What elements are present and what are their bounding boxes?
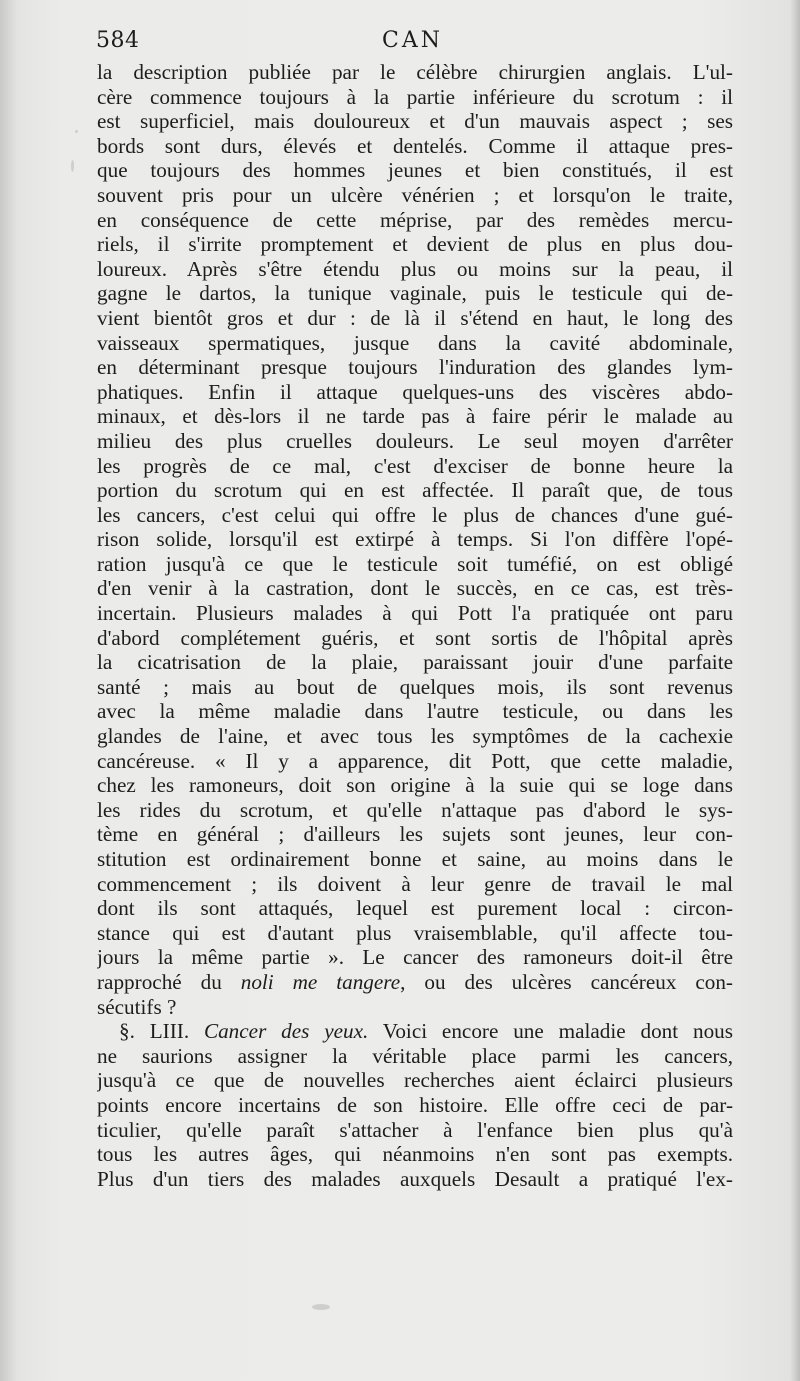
text-segment: rapproché du: [97, 969, 241, 994]
text-line: commencement ; ils doivent à leur genre de travail le mal: [97, 871, 733, 896]
text-line: glandes de l'aine, et avec tous les symptômes de la cachexie: [97, 724, 733, 749]
section-title: Cancer des yeux.: [203, 1019, 369, 1044]
text-line: en déterminant presque toujours l'induration des glandes lym-: [97, 355, 733, 380]
text-line: riels, il s'irrite promptement et devient de plus en plus dou-: [97, 232, 733, 257]
text-line: les progrès de ce mal, c'est d'exciser de bonne heure la: [97, 453, 733, 478]
text-line: stitution est ordinairement bonne et saine, au moins dans le: [97, 847, 733, 871]
text-line: Plus d'un tiers des malades auxquels Desault a pratiqué l'ex-: [97, 1166, 733, 1191]
text-line: la description publiée par le célèbre chirurgien anglais. L'ul-: [97, 60, 733, 84]
text-line: portion du scrotum qui en est affectée. Il paraît que, de tous: [97, 478, 733, 503]
text-line: avec la même maladie dans l'autre testicule, ou dans les: [97, 699, 733, 724]
text-line: cère commence toujours à la partie inférieure du scrotum : il: [97, 84, 733, 109]
text-line: les cancers, c'est celui qui offre le plus de chances d'une gué-: [97, 502, 733, 527]
text-line: phatiques. Enfin il attaque quelques-uns des viscères abdo-: [97, 379, 733, 404]
text-segment: , ou des ulcères cancéreux con-: [400, 969, 733, 994]
text-line: incertain. Plusieurs malades à qui Pott l'a pratiquée ont paru: [97, 601, 733, 626]
running-head: CAN: [382, 28, 443, 53]
latin-phrase: noli me tangere: [240, 969, 401, 994]
text-line: d'abord complétement guéris, et sont sortis de l'hôpital après: [97, 625, 733, 650]
text-line: sécutifs ?: [97, 994, 177, 1019]
text-line: tous les autres âges, qui néanmoins n'en sont pas exempts.: [97, 1142, 733, 1167]
text-line: gagne le dartos, la tunique vaginale, puis le testicule qui de-: [97, 281, 733, 306]
paper-speck: [312, 1304, 330, 1310]
page-number: 584: [96, 28, 140, 53]
page-header: [96, 28, 736, 62]
text-line: minaux, et dès-lors il ne tarde pas à faire périr le malade au: [97, 404, 733, 429]
text-line: tème en général ; d'ailleurs les sujets sont jeunes, leur con-: [97, 822, 733, 847]
text-line: ration jusqu'à ce que le testicule soit tuméfié, on est obligé: [97, 551, 733, 576]
paper-speck: [71, 160, 74, 172]
text-line: rison solide, lorsqu'il est extirpé à temps. Si l'on diffère l'opé-: [97, 527, 733, 552]
text-line: santé ; mais au bout de quelques mois, ils sont revenus: [97, 674, 733, 699]
text-line: souvent pris pour un ulcère vénérien ; et lorsqu'on le traite,: [97, 182, 733, 207]
text-line: bords sont durs, élevés et dentelés. Comme il attaque pres-: [97, 133, 733, 158]
text-line: en conséquence de cette méprise, par des remèdes mercu-: [97, 207, 733, 232]
section-number: §. LIII.: [119, 1019, 190, 1044]
text-line: [97, 970, 733, 995]
text-line: que toujours des hommes jeunes et bien constitués, il est: [97, 158, 733, 183]
text-line: vaisseaux spermatiques, jusque dans la cavité abdominale,: [97, 330, 733, 355]
section-heading-line: [97, 1019, 733, 1044]
text-line: la cicatrisation de la plaie, paraissant jouir d'une parfaite: [97, 650, 733, 675]
text-line: chez les ramoneurs, doit son origine à la suie qui se loge dans: [97, 773, 733, 798]
text-line: est superficiel, mais douloureux et d'un mauvais aspect ; ses: [97, 109, 733, 134]
text-line: points encore incertains de son histoire. Elle offre ceci de par-: [97, 1092, 733, 1117]
paper-speck: [75, 130, 78, 133]
text-line: jusqu'à ce que de nouvelles recherches aient éclairci plusieurs: [97, 1068, 733, 1093]
text-line: loureux. Après s'être étendu plus ou moins sur la peau, il: [97, 256, 733, 281]
text-line: stance qui est d'autant plus vraisemblable, qu'il affecte tou-: [97, 920, 733, 945]
body-text: [97, 60, 733, 1191]
text-line: les rides du scrotum, et qu'elle n'attaque pas d'abord le sys-: [97, 797, 733, 822]
text-line: dont ils sont attaqués, lequel est purement local : circon-: [97, 896, 733, 921]
text-line: cancéreuse. « Il y a apparence, dit Pott, que cette maladie,: [97, 748, 733, 773]
text-line: ticulier, qu'elle paraît s'attacher à l'enfance bien plus qu'à: [97, 1117, 733, 1142]
text-line: vient bientôt gros et dur : de là il s'étend en haut, le long des: [97, 305, 733, 330]
text-line: milieu des plus cruelles douleurs. Le seul moyen d'arrêter: [97, 428, 733, 453]
text-line: d'en venir à la castration, dont le succès, en ce cas, est très-: [97, 576, 733, 601]
text-line: ne saurions assigner la véritable place parmi les cancers,: [97, 1043, 733, 1068]
text-line: jours la même partie ». Le cancer des ramoneurs doit-il être: [97, 945, 733, 970]
text-segment: Voici encore une maladie dont nous: [368, 1019, 733, 1044]
